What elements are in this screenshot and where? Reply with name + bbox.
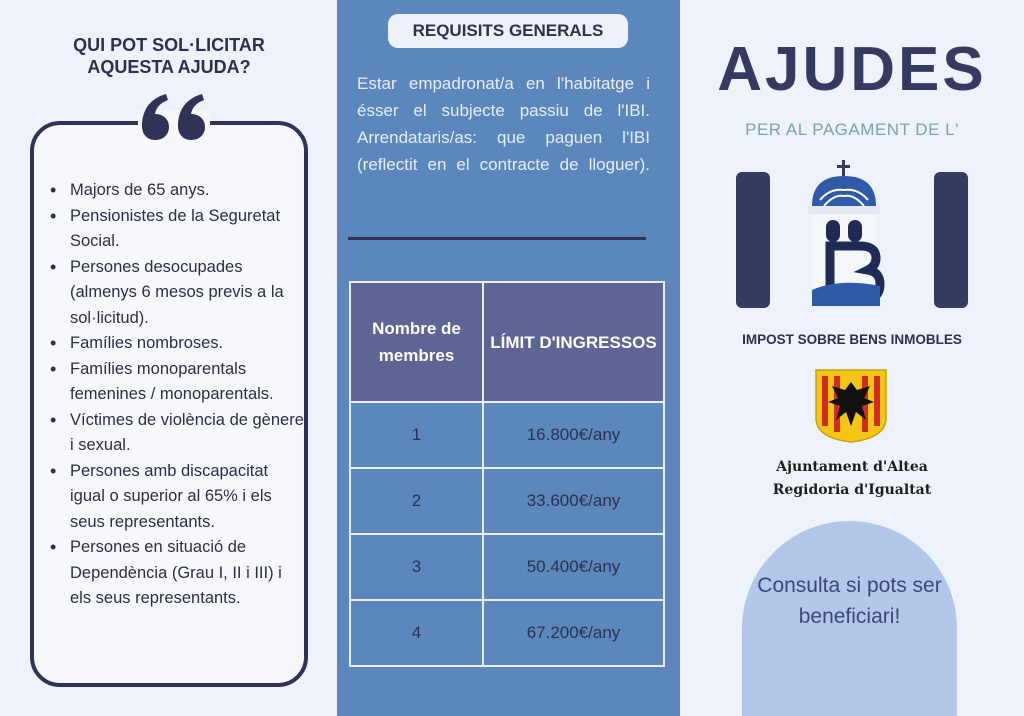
column-header-limit: LÍMIT D'INGRESSOS	[483, 282, 664, 402]
impost-label: IMPOST SOBRE BENS INMOBLES	[742, 332, 962, 347]
ibi-church-logo	[730, 160, 980, 310]
members-cell: 3	[350, 534, 483, 600]
subtitle: PER AL PAGAMENT DE L'	[745, 120, 959, 139]
list-item: • Famílies nombroses.	[48, 331, 306, 357]
eligibility-list	[48, 178, 306, 612]
list-item: • Persones amb discapacitat igual o superior al 65% i els seus representants.	[48, 459, 306, 536]
table-row	[350, 468, 664, 534]
limit-cell: 50.400€/any	[483, 534, 664, 600]
list-item: • Persones desocupades (almenys 6 mesos previs a la sol·licitud).	[48, 255, 306, 332]
list-item: • Persones en situació de Dependència (Grau I, II i III) i els seus representants.	[48, 535, 306, 612]
members-cell: 4	[350, 600, 483, 666]
limit-cell: 67.200€/any	[483, 600, 664, 666]
ajuntament-name: Ajuntament d'Altea	[776, 459, 928, 475]
main-title: AJUDES	[717, 35, 987, 104]
members-cell: 1	[350, 402, 483, 468]
quote-icon	[138, 86, 210, 146]
list-item: • Víctimes de violència de gènere i sexual.	[48, 408, 306, 459]
table-row	[350, 534, 664, 600]
table-header-row	[350, 282, 664, 402]
consulta-text: Consulta si pots ser beneficiari!	[757, 574, 942, 628]
column-header-members: Nombre de membres	[350, 282, 483, 402]
limit-cell: 16.800€/any	[483, 402, 664, 468]
table-row	[350, 600, 664, 666]
requirements-text: Estar empadronat/a en l'habitatge i ésser el subjecte passiu de l'IBI. Arrendataris/as: que paguen l'IBI (reflectit en el contracte de lloguer).	[357, 74, 650, 174]
regidoria-name: Regidoria d'Igualtat	[772, 482, 932, 498]
members-cell: 2	[350, 468, 483, 534]
list-item: • Pensionistes de la Seguretat Social.	[48, 204, 306, 255]
requirements-heading: REQUISITS GENERALS	[388, 14, 628, 48]
left-title: QUI POT SOL·LICITAR AQUESTA AJUDA?	[73, 35, 265, 77]
limit-cell: 33.600€/any	[483, 468, 664, 534]
income-limit-table	[349, 281, 665, 667]
list-item: • Famílies monoparentals femenines / monoparentals.	[48, 357, 306, 408]
list-item: • Majors de 65 anys.	[48, 178, 306, 204]
table-row	[350, 402, 664, 468]
ajuntament-block	[680, 456, 1024, 502]
altea-coat-of-arms	[812, 366, 890, 444]
divider	[348, 237, 646, 240]
